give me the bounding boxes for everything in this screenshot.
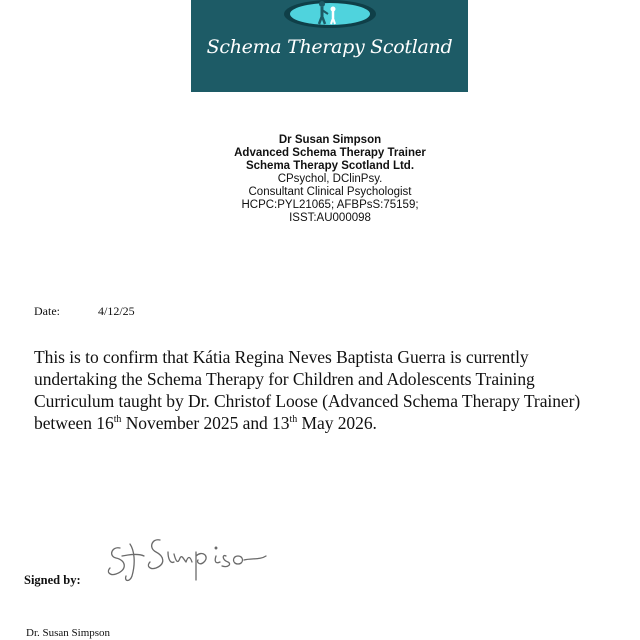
body-line-4 bbox=[34, 412, 640, 434]
ordinal-suffix: th bbox=[289, 414, 298, 426]
signatory-title: Consultant Clinical Psychologist bbox=[248, 186, 412, 198]
printed-signer-name: Dr. Susan Simpson bbox=[26, 627, 111, 639]
signatory-registration: HCPC:PYL21065; AFBPsS:75159; bbox=[241, 199, 419, 211]
date-value: 4/12/25 bbox=[98, 304, 135, 318]
body-line-1: This is to confirm that Kátia Regina Neves Baptista Guerra is currently bbox=[34, 347, 529, 367]
logo-text: Schema Therapy Scotland bbox=[206, 36, 453, 58]
date-label: Date: bbox=[34, 304, 60, 318]
body-line-3: Curriculum taught by Dr. Christof Loose (Advanced Schema Therapy Trainer) bbox=[34, 391, 581, 411]
signed-by-label: Signed by: bbox=[24, 573, 81, 587]
logo-banner bbox=[191, 0, 468, 92]
signatory-isst: ISST:AU000098 bbox=[289, 212, 371, 224]
signatory-company: Schema Therapy Scotland Ltd. bbox=[245, 160, 415, 172]
handwritten-signature bbox=[104, 526, 274, 586]
signatory-name: Dr Susan Simpson bbox=[278, 134, 382, 146]
signatory-credentials: CPsychol, DClinPsy. bbox=[277, 173, 383, 185]
body-line-4-part-c: May 2026. bbox=[297, 413, 377, 433]
signatory-role: Advanced Schema Therapy Trainer bbox=[234, 147, 426, 159]
body-line-4-part-a: between 16 bbox=[34, 413, 114, 433]
confirmation-text bbox=[34, 346, 640, 434]
body-line-4-part-b: November 2025 and 13 bbox=[121, 413, 290, 433]
signatory-block bbox=[180, 134, 480, 225]
family-figures-icon bbox=[275, 0, 385, 34]
body-line-2: undertaking the Schema Therapy for Children and Adolescents Training bbox=[34, 369, 535, 389]
ordinal-suffix: th bbox=[113, 414, 122, 426]
